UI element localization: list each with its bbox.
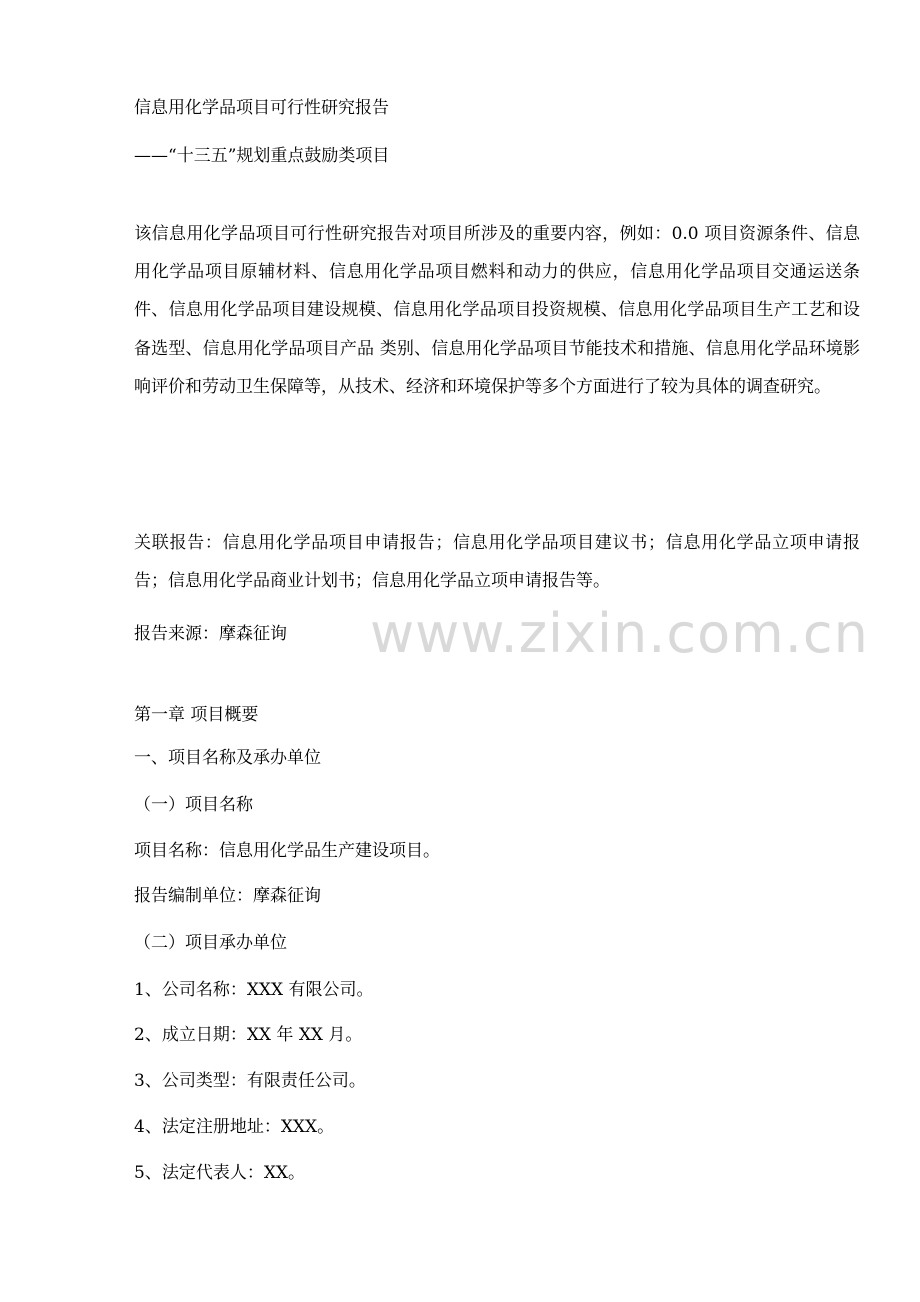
compiler-line: 报告编制单位：摩森征询 xyxy=(134,886,321,906)
report-source: 报告来源：摩森征询 xyxy=(134,624,287,644)
list-item: 2、成立日期：XX 年 XX 月。 xyxy=(134,1025,363,1045)
section-heading: 一、项目名称及承办单位 xyxy=(134,748,321,768)
watermark: www.zixin.com.cn xyxy=(370,602,869,665)
chapter-title: 第一章 项目概要 xyxy=(134,705,259,725)
document-title: 信息用化学品项目可行性研究报告 xyxy=(134,98,389,118)
list-item: 5、法定代表人：XX。 xyxy=(134,1163,306,1183)
document-subtitle: ——“十三五”规划重点鼓励类项目 xyxy=(134,146,390,166)
related-reports-paragraph: 关联报告：信息用化学品项目申请报告；信息用化学品项目建议书；信息用化学品立项申请报告；信息用化学品商业计划书；信息用化学品立项申请报告等。 xyxy=(134,533,860,592)
list-item: 1、公司名称：XXX 有限公司。 xyxy=(134,980,374,1000)
list-item: 3、公司类型：有限责任公司。 xyxy=(134,1071,366,1091)
intro-paragraph-text: 该信息用化学品项目可行性研究报告对项目所涉及的重要内容，例如：0.0 项目资源条件、信息用化学品项目原辅材料、信息用化学品项目燃料和动力的供应，信息用化学品项目交通运送条件、信息用化学品项目建设规模、信息用化学品项目投资规模、信息用化学品项目生产工艺和设备选型、信息用化学品项目产品 类别、信息用化学品项目节能技术和措施、信息用化学品环境影响评价和劳动卫生保障等，从技术、经济和环境保护等多个方面进行了较为具体的调查研究。 xyxy=(134,224,860,397)
intro-paragraph xyxy=(134,215,860,406)
subsection-heading: （二）项目承办单位 xyxy=(134,933,287,953)
subsection-heading: （一）项目名称 xyxy=(134,795,253,815)
list-item: 4、法定注册地址：XXX。 xyxy=(134,1117,335,1137)
project-name-line: 项目名称：信息用化学品生产建设项目。 xyxy=(134,841,440,861)
